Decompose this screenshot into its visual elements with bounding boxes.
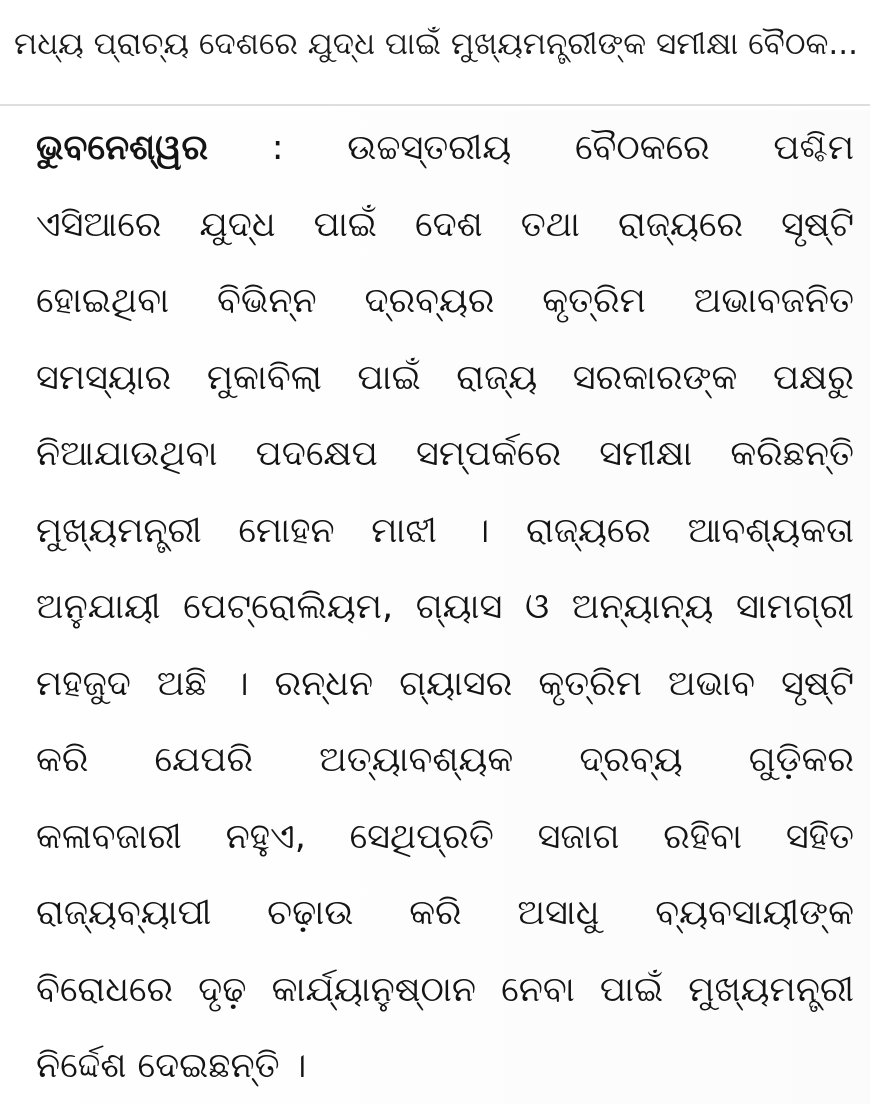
article-line-8: ମହଜୁଦ ଅଛି । ରନ୍ଧନ ଗ୍ୟାସର କୃତ୍ରିମ ଅଭାବ ସୃଷ୍ଟି — [36, 663, 854, 704]
headline-bar — [0, 0, 870, 96]
article-line-9: କରି ଯେପରି ଅତ୍ୟାବଶ୍ୟକ ଦ୍ରବ୍ୟ ଗୁଡ଼ିକର — [36, 740, 854, 780]
article-line-10: କଳାବଜାରୀ ନହୁଏ, ସେଥିପ୍ରତି ସଜାଗ ରହିବା ସହିତ — [36, 816, 854, 857]
header-divider — [0, 104, 870, 106]
article-line-5: ନିଆଯାଉଥିବା ପଦକ୍ଷେପ ସମ୍ପର୍କରେ ସମୀକ୍ଷା କରିଛନ୍ତି — [36, 434, 854, 474]
article-line-2: ଏସିଆରେ ଯୁଦ୍ଧ ପାଇଁ ଦେଶ ତଥା ରାଜ୍ୟରେ ସୃଷ୍ଟି — [36, 204, 854, 245]
article-line-12: ବିରୋଧରେ ଦୃଢ଼ କାର୍ଯ୍ୟାନୁଷ୍ଠାନ ନେବା ପାଇଁ ମୁଖ୍ୟମନ୍ତ୍ରୀ — [36, 969, 854, 1010]
article-line-13: ନିର୍ଦ୍ଦେଶ ଦେଇଛନ୍ତି । — [36, 1046, 307, 1086]
article-line-7: ଅନୁଯାୟୀ ପେଟ୍ରୋଲିୟମ, ଗ୍ୟାସ ଓ ଅନ୍ୟାନ୍ୟ ସାମଗ୍ରୀ — [36, 587, 854, 627]
article-line-6: ମୁଖ୍ୟମନ୍ତ୍ରୀ ମୋହନ ମାଝୀ । ରାଜ୍ୟରେ ଆବଶ୍ୟକତା — [36, 510, 854, 551]
article-headline[interactable]: ମଧ୍ୟ ପ୍ରାଚ୍ୟ ଦେଶରେ ଯୁଦ୍ଧ ପାଇଁ ମୁଖ୍ୟମନ୍ତ୍ରୀଙ୍କ ସମୀକ୍ଷା ବୈଠକ... — [14, 26, 858, 62]
article-dateline: ଭୁବନେଶ୍ୱର — [36, 128, 209, 168]
article-line-text: ଉଚ୍ଚସ୍ତରୀୟ ବୈଠକରେ ପଶ୍ଚିମ — [347, 128, 854, 168]
article-line-1 — [36, 110, 854, 187]
article-text — [36, 110, 854, 1105]
article-line-3: ହୋଇଥିବା ବିଭିନ୍ନ ଦ୍ରବ୍ୟର କୃତ୍ରିମ ଅଭାବଜନିତ — [36, 281, 854, 321]
article-line-11: ରାଜ୍ୟବ୍ୟାପୀ ଚଢ଼ାଉ କରି ଅସାଧୁ ବ୍ୟବସାୟୀଙ୍କ — [36, 893, 854, 933]
article-body — [0, 110, 870, 1104]
article-line-4: ସମସ୍ୟାର ମୁକାବିଲା ପାଇଁ ରାଜ୍ୟ ସରକାରଙ୍କ ପକ୍ଷରୁ — [36, 357, 854, 398]
dateline-separator: : — [208, 128, 348, 168]
